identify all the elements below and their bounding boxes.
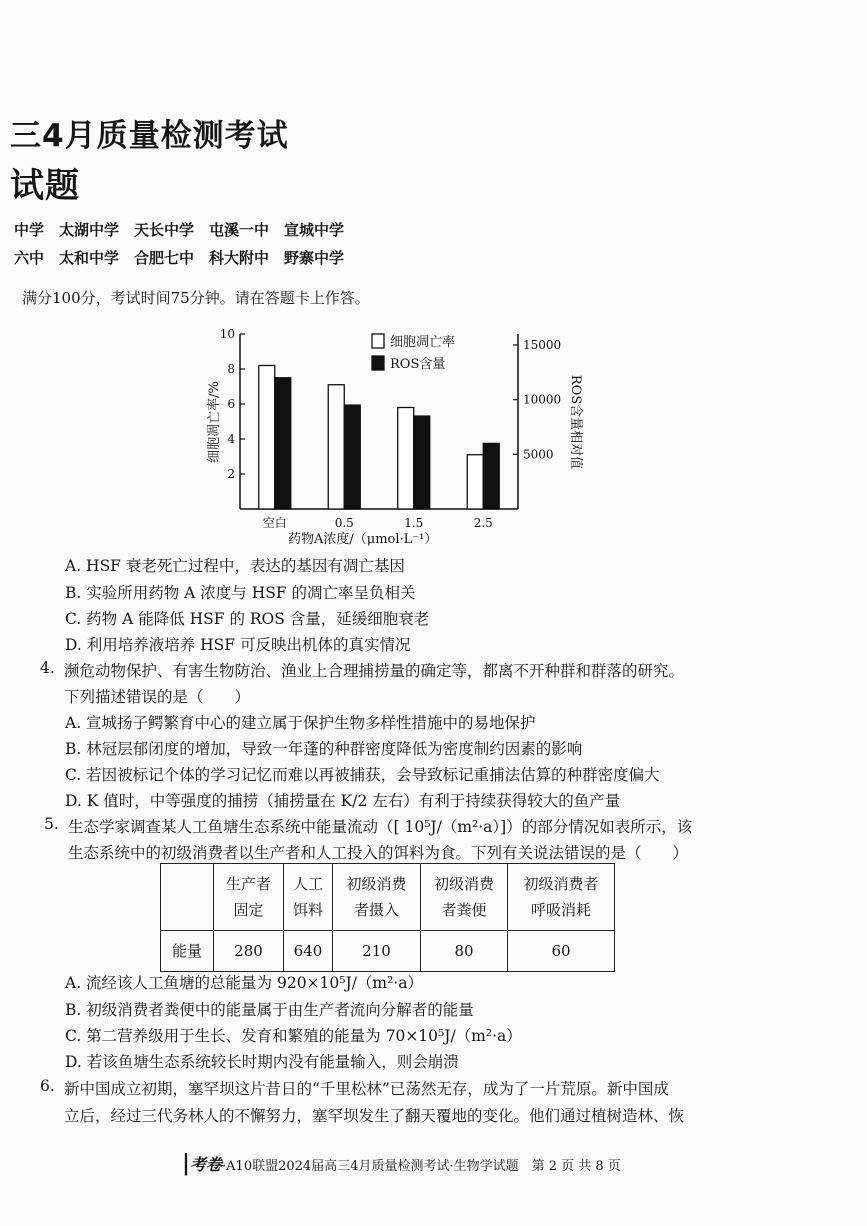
right-tick-label: 15000 <box>523 337 562 352</box>
left-tick-label: 6 <box>227 397 235 411</box>
right-tick-label: 10000 <box>523 392 562 407</box>
q6-line1: 新中国成立初期，塞罕坝这片昔日的“千里松林”已荡然无存，成为了一片荒原。新中国成 <box>64 1080 669 1098</box>
table-row <box>161 931 615 972</box>
table-row-label: 能量 <box>161 931 214 972</box>
left-tick-label: 10 <box>219 327 235 341</box>
table-cell: 280 <box>214 931 284 972</box>
q6-line2: 立后，经过三代务林人的不懈努力，塞罕坝发生了翻天覆地的变化。他们通过植树造林、恢 <box>64 1107 685 1125</box>
table-header-cell: 人工 饵料 <box>284 864 333 931</box>
legend-label-ros: ROS含量 <box>390 357 446 372</box>
ros-bar-2 <box>414 416 430 509</box>
legend-swatch-apoptosis <box>372 334 384 348</box>
q4-option-c: C. 若因被标记个体的学习记忆而难以再被捕获，会导致标记重捕法估算的种群密度偏大 <box>65 766 660 784</box>
energy-flow-table <box>160 863 615 972</box>
ros-bar-1 <box>344 405 360 509</box>
left-tick-label: 8 <box>227 362 235 376</box>
table-cell: 80 <box>421 931 508 972</box>
q3-option-a: A. HSF 衰老死亡过程中，表达的基因有凋亡基因 <box>65 557 405 575</box>
x-tick-label: 2.5 <box>473 516 493 530</box>
school-list-row1: 中学 太湖中学 天长中学 屯溪一中 宣城中学 <box>14 221 345 239</box>
ros-bar-3 <box>483 443 499 509</box>
x-tick-label: 空白 <box>262 516 287 530</box>
left-tick-label: 4 <box>227 432 235 446</box>
table-cell: 60 <box>508 931 615 972</box>
apoptosis-bar-3 <box>467 455 483 509</box>
q5-stem-line1: 生态学家调查某人工鱼塘生态系统中能量流动（[ 10⁵J/（m²·a）]）的部分情况如表所示，该 <box>68 818 693 836</box>
table-header-cell: 初级消费者 呼吸消耗 <box>508 864 615 931</box>
table-header-row <box>161 864 615 931</box>
legend-label-apoptosis: 细胞凋亡率 <box>390 335 456 350</box>
left-tick-label: 2 <box>227 467 235 481</box>
x-tick-label: 0.5 <box>334 516 354 530</box>
chart-legend <box>372 334 455 372</box>
q5-number: 5. <box>44 815 59 833</box>
footer-text: ·A10联盟2024届高三4月质量检测考试·生物学试题 第 2 页 共 8 页 <box>222 1159 621 1174</box>
table-cell: 210 <box>333 931 421 972</box>
exam-title-line2: 试题 <box>10 166 80 206</box>
q6-number: 6. <box>40 1077 55 1095</box>
table-header-cell: 生产者 固定 <box>214 864 284 931</box>
exam-title-line1: 三4月质量检测考试 <box>10 118 289 154</box>
q3-option-c: C. 药物 A 能降低 HSF 的 ROS 含量，延缓细胞衰老 <box>65 610 430 628</box>
q5-option-d: D. 若该鱼塘生态系统较长时期内没有能量输入，则会崩溃 <box>65 1053 459 1071</box>
table-header-empty <box>161 864 214 931</box>
ros-bar-0 <box>275 378 291 509</box>
q5-option-c: C. 第二营养级用于生长、发育和繁殖的能量为 70×10⁵J/（m²·a） <box>65 1027 522 1045</box>
x-axis-label: 药物A浓度/（μmol·L⁻¹） <box>288 532 438 547</box>
apoptosis-bar-2 <box>398 408 414 510</box>
footer <box>182 1150 621 1176</box>
brand-logo: |考卷 <box>182 1150 223 1176</box>
exam-note: 满分100分，考试时间75分钟。请在答题卡上作答。 <box>22 289 370 307</box>
apoptosis-bar-1 <box>328 385 344 509</box>
q3-option-d: D. 利用培养液培养 HSF 可反映出机体的真实情况 <box>65 636 411 654</box>
right-axis-label: ROS含量相对值 <box>568 374 583 470</box>
q5-stem-line2: 生态系统中的初级消费者以生产者和人工投入的饵料为食。下列有关说法错误的是（ ） <box>68 844 689 862</box>
right-tick-label: 5000 <box>523 447 554 462</box>
q5-option-b: B. 初级消费者粪便中的能量属于由生产者流向分解者的能量 <box>65 1001 474 1019</box>
legend-swatch-ros <box>372 356 384 370</box>
q4-option-d: D. K 值时，中等强度的捕捞（捕捞量在 K/2 左右）有利于持续获得较大的鱼产量 <box>65 792 621 810</box>
q4-option-a: A. 宣城扬子鳄繁育中心的建立属于保护生物多样性措施中的易地保护 <box>65 714 536 732</box>
apoptosis-ros-chart <box>200 322 600 552</box>
table-header-cell: 初级消费 者粪便 <box>421 864 508 931</box>
apoptosis-bar-0 <box>259 366 275 510</box>
table-header-cell: 初级消费 者摄入 <box>333 864 421 931</box>
q4-stem-line2: 下列描述错误的是（ ） <box>64 688 251 706</box>
q5-option-a: A. 流经该人工鱼塘的总能量为 920×10⁵J/（m²·a） <box>65 974 423 992</box>
q4-option-b: B. 林冠层郁闭度的增加，导致一年蓬的种群密度降低为密度制约因素的影响 <box>65 740 583 758</box>
q3-option-b: B. 实验所用药物 A 浓度与 HSF 的凋亡率呈负相关 <box>65 584 416 602</box>
school-list-row2: 六中 太和中学 合肥七中 科大附中 野寨中学 <box>14 249 345 267</box>
table-cell: 640 <box>284 931 333 972</box>
left-axis-label: 细胞凋亡率/% <box>207 381 222 463</box>
x-tick-label: 1.5 <box>404 516 424 530</box>
q4-number: 4. <box>40 659 55 677</box>
q4-stem-line1: 濒危动物保护、有害生物防治、渔业上合理捕捞量的确定等，都离不开种群和群落的研究。 <box>64 662 685 680</box>
